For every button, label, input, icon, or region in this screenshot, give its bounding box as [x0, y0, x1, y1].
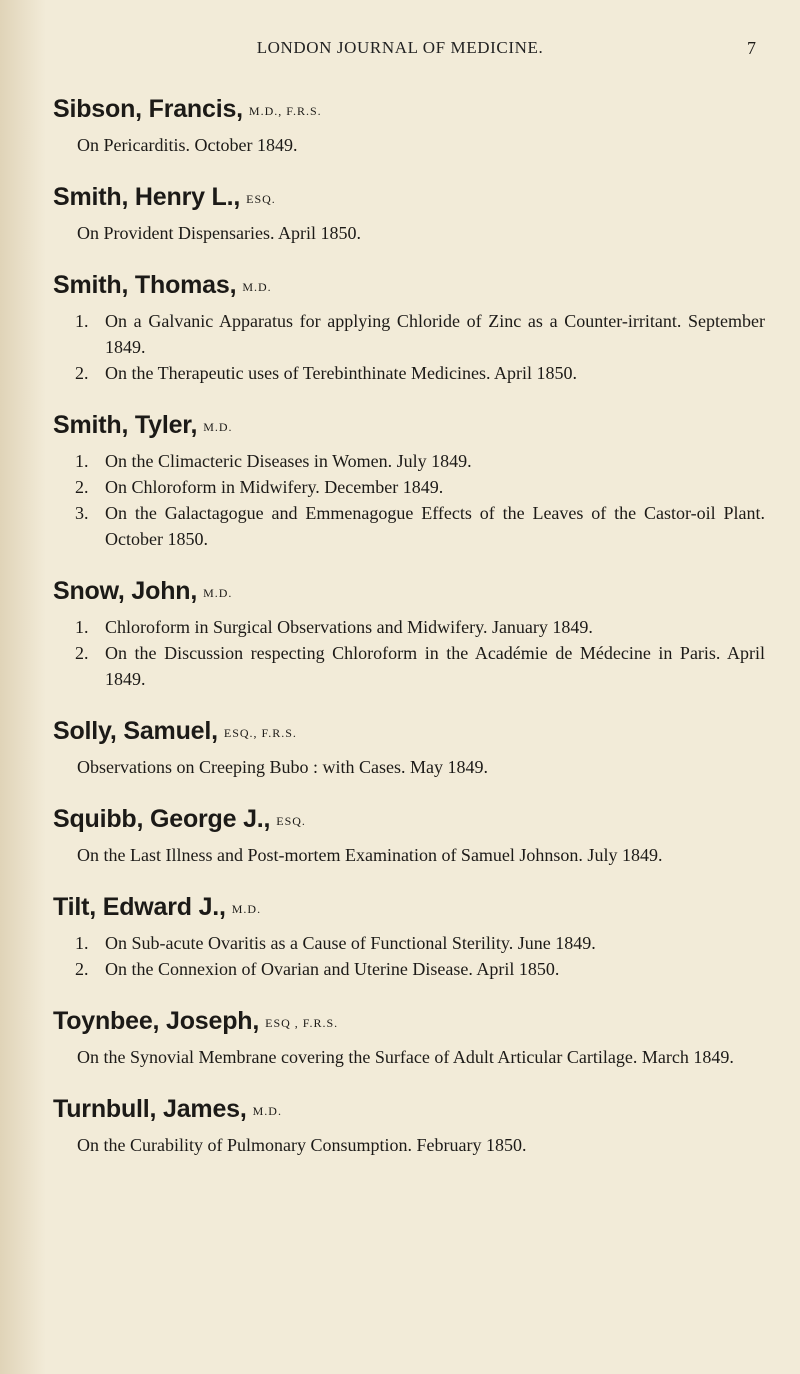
- paper-item: On the Curability of Pulmonary Consumption. February 1850.: [77, 1135, 527, 1155]
- paper-number: 1.: [75, 933, 89, 953]
- paper-item: [53, 640, 765, 692]
- paper-text: On a Galvanic Apparatus for applying Chloride of Zinc as a Counter-irritant. September 1849.: [105, 311, 765, 357]
- author-name: Toynbee, Joseph,: [53, 1007, 260, 1035]
- author-index: [53, 92, 765, 1180]
- page-header: [0, 38, 800, 62]
- paper-text: On the Therapeutic uses of Terebinthinate Medicines. April 1850.: [105, 363, 577, 383]
- author-name: Smith, Henry L.,: [53, 183, 241, 211]
- paper-item: [53, 956, 765, 982]
- paper-number: 3.: [75, 503, 89, 523]
- paper-item: [53, 474, 765, 500]
- author-entry: [53, 802, 765, 868]
- paper-number: 1.: [75, 311, 89, 331]
- author-name: Sibson, Francis,: [53, 95, 243, 123]
- paper-number: 1.: [75, 451, 89, 471]
- paper-number: 2.: [75, 643, 89, 663]
- running-head: LONDON JOURNAL OF MEDICINE.: [256, 38, 544, 57]
- author-title: M.D.: [231, 902, 262, 916]
- paper-item: Observations on Creeping Bubo : with Cases. May 1849.: [77, 757, 488, 777]
- paper-text: On the Galactagogue and Emmenagogue Effects of the Leaves of the Castor-oil Plant. October 1850.: [105, 503, 765, 549]
- author-entry: [53, 408, 765, 552]
- author-entry: [53, 574, 765, 692]
- author-name: Smith, Thomas,: [53, 271, 237, 299]
- author-name: Squibb, George J.,: [53, 805, 271, 833]
- author-entry: [53, 714, 765, 780]
- paper-text: On the Connexion of Ovarian and Uterine Disease. April 1850.: [105, 959, 560, 979]
- paper-number: 1.: [75, 617, 89, 637]
- paper-item: On Provident Dispensaries. April 1850.: [77, 223, 361, 243]
- page-number: 7: [747, 38, 756, 58]
- author-title: M.D.: [252, 1104, 282, 1118]
- author-name: Smith, Tyler,: [53, 411, 198, 439]
- paper-item: On Pericarditis. October 1849.: [77, 135, 298, 155]
- author-title: M.D.: [203, 420, 233, 434]
- paper-item: On the Synovial Membrane covering the Surface of Adult Articular Cartilage. March 1849.: [77, 1047, 734, 1067]
- author-entry: [53, 1004, 765, 1070]
- paper-text: On Chloroform in Midwifery. December 1849.: [105, 477, 444, 497]
- author-title: ESQ , F.R.S.: [265, 1016, 339, 1030]
- paper-text: On the Discussion respecting Chloroform in the Académie de Médecine in Paris. April 1849.: [105, 643, 765, 689]
- author-title: M.D.: [203, 586, 233, 600]
- paper-item: [53, 614, 765, 640]
- author-name: Snow, John,: [53, 577, 198, 605]
- paper-number: 2.: [75, 477, 89, 497]
- paper-number: 2.: [75, 363, 89, 383]
- author-entry: [53, 1092, 765, 1158]
- author-name: Solly, Samuel,: [53, 717, 218, 745]
- author-entry: [53, 890, 765, 982]
- author-entry: [53, 180, 765, 246]
- author-title: M.D.: [242, 280, 272, 294]
- paper-item: [53, 360, 765, 386]
- paper-number: 2.: [75, 959, 89, 979]
- paper-text: On Sub-acute Ovaritis as a Cause of Functional Sterility. June 1849.: [105, 933, 596, 953]
- paper-text: Chloroform in Surgical Observations and Midwifery. January 1849.: [105, 617, 593, 637]
- paper-item: [53, 308, 765, 360]
- author-name: Turnbull, James,: [53, 1095, 247, 1123]
- author-title: ESQ., F.R.S.: [223, 726, 297, 740]
- paper-item: [53, 930, 765, 956]
- author-title: ESQ.: [246, 192, 276, 206]
- author-entry: [53, 268, 765, 386]
- author-title: M.D., F.R.S.: [248, 104, 322, 118]
- author-name: Tilt, Edward J.,: [53, 893, 226, 921]
- author-entry: [53, 92, 765, 158]
- author-title: ESQ.: [276, 814, 306, 828]
- paper-item: [53, 500, 765, 552]
- paper-text: On the Climacteric Diseases in Women. July 1849.: [105, 451, 472, 471]
- paper-item: [53, 448, 765, 474]
- paper-item: On the Last Illness and Post-mortem Examination of Samuel Johnson. July 1849.: [77, 845, 663, 865]
